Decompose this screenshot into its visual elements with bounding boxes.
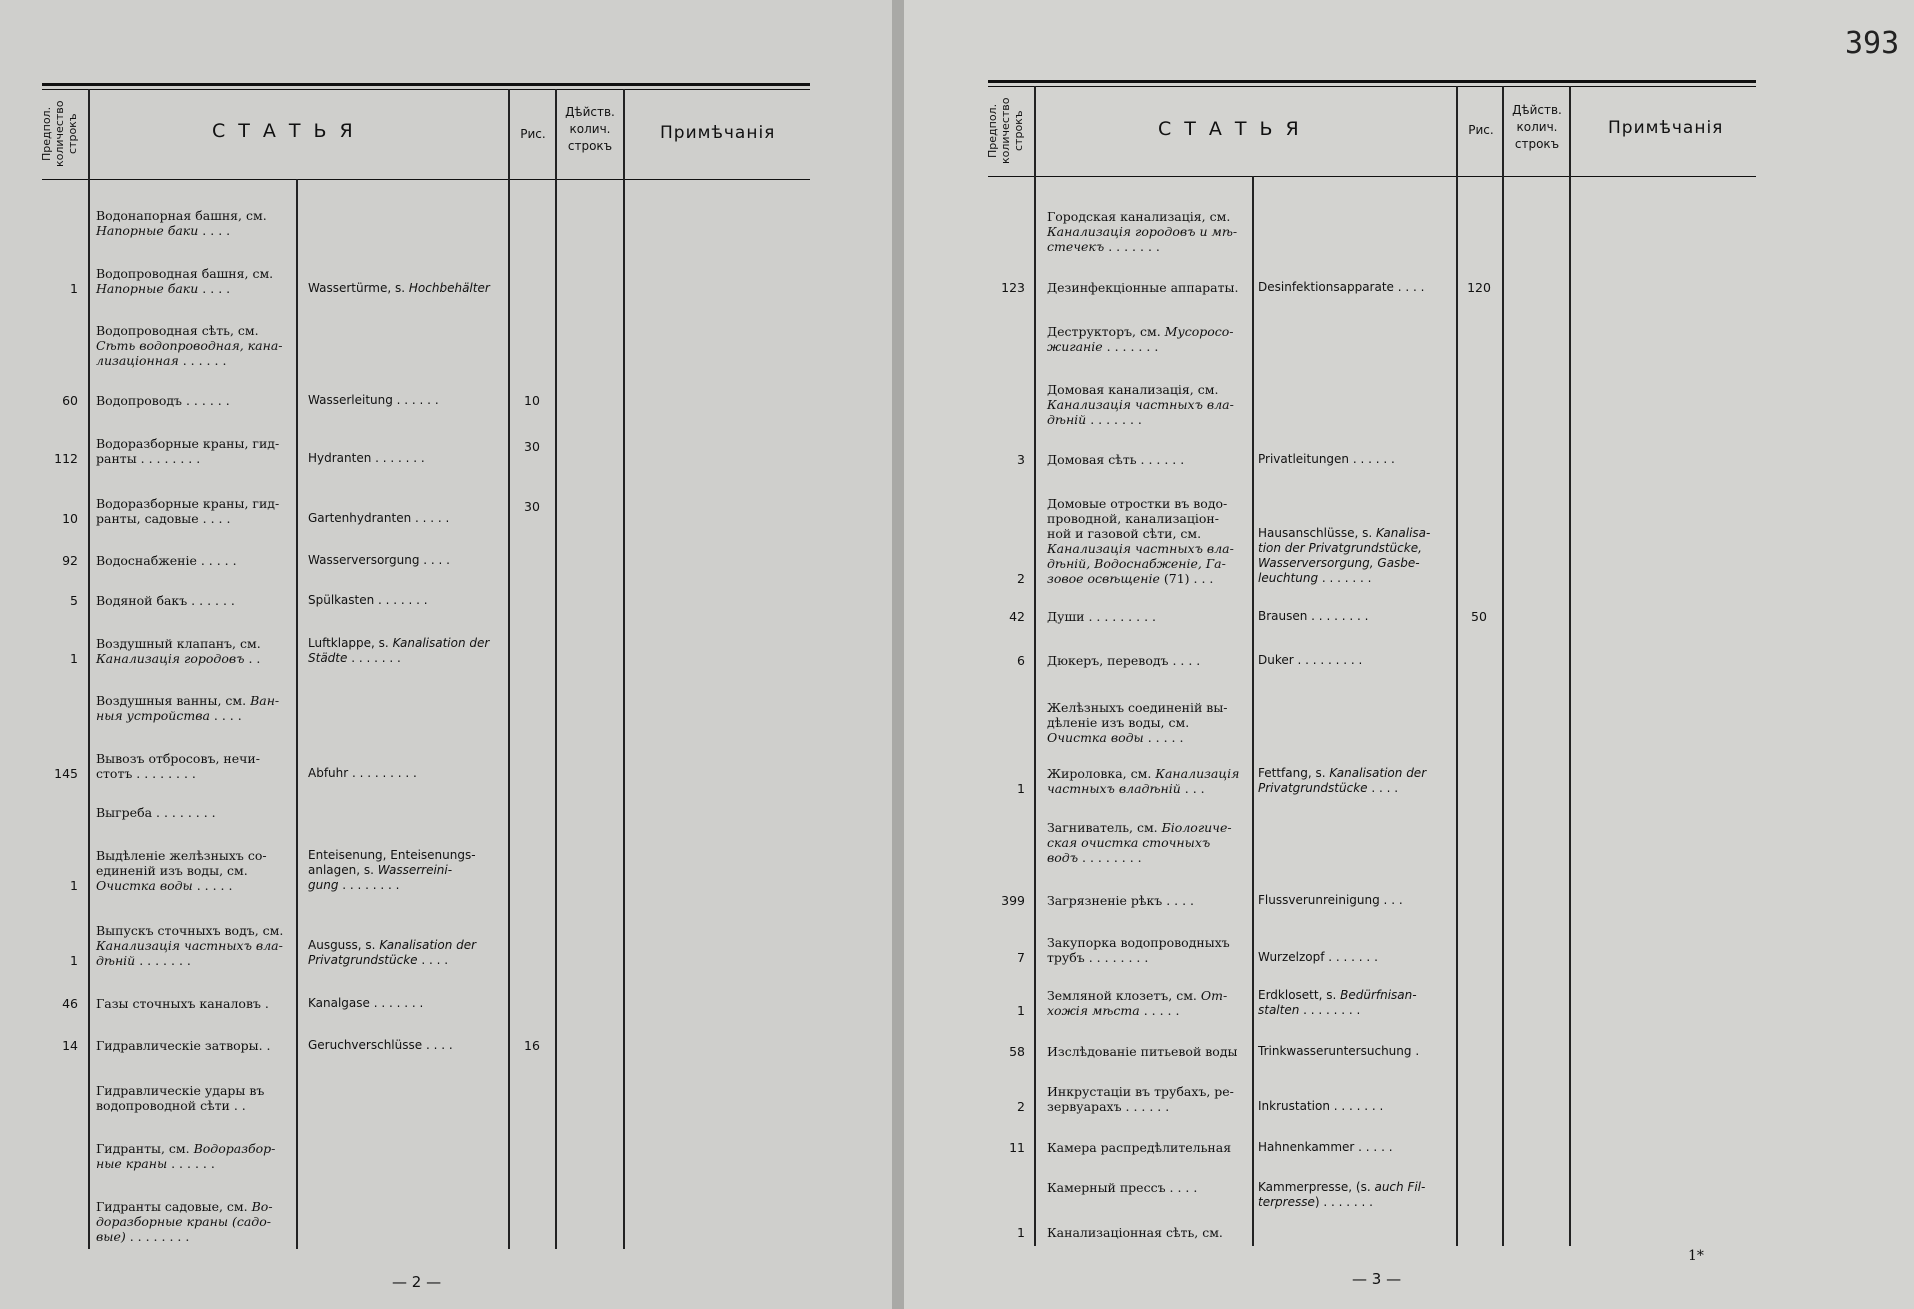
article-ru: Городская канализація, см. Канализація городовъ и мѣ- стечекъ . . . . . . . <box>1047 209 1238 254</box>
article-ru: Гидравлическіе затворы. . <box>96 1038 271 1053</box>
article-ru: Гидравлическіе удары въ водопроводной сѣти . . <box>96 1083 265 1113</box>
article-ru: Земляной клозетъ, см. От- хожія мѣста . . . . . <box>1047 988 1228 1018</box>
article-ru: Водопроводная башня, см. Напорные баки . . . . <box>96 266 274 296</box>
article-ru: Дезинфекціонные аппараты. <box>1047 280 1239 295</box>
article-ru: Водонапорная башня, см. Напорные баки . . . . <box>96 208 267 238</box>
lines-count: 1 <box>70 953 78 968</box>
article-ru: Водопроводная сѣть, см. Сѣть водопроводная, кана- лизаціонная . . . . . . <box>96 323 283 368</box>
article-de: Trinkwasseruntersuchung . <box>1258 1044 1420 1058</box>
article-ru: Воздушный клапанъ, см. Канализація городовъ . . <box>96 636 261 666</box>
lines-count: 14 <box>62 1038 78 1053</box>
article-ru: Камерный прессъ . . . . <box>1047 1180 1198 1195</box>
article-de: Geruchverschlüsse . . . . <box>308 1038 453 1052</box>
article-de: Hahnenkammer . . . . . <box>1258 1140 1393 1154</box>
header-figure: Рис. <box>520 127 546 141</box>
header-actual-lines: Дѣйств. колич. строкъ <box>565 105 615 153</box>
article-de: Gartenhydranten . . . . . <box>308 511 450 525</box>
article-de: Fettfang, s. Kanalisation der Privatgrundstücke . . . . <box>1258 766 1427 795</box>
article-de: Erdklosett, s. Bedürfnisan- stalten . . . . . . . . <box>1258 988 1417 1017</box>
figure-number: 50 <box>1471 609 1487 624</box>
article-ru: Водоразборные краны, гид- ранты, садовые . . . . <box>96 496 280 526</box>
article-ru: Водоснабженіе . . . . . <box>96 553 237 568</box>
article-de: Wasserversorgung . . . . <box>308 553 450 567</box>
book-gutter <box>892 0 904 1309</box>
article-de: Privatleitungen . . . . . . <box>1258 452 1395 466</box>
article-de: Kammerpresse, (s. auch Fil- terpresse) . . . . . . . <box>1258 1180 1426 1209</box>
article-de: Flussverunreinigung . . . <box>1258 893 1403 907</box>
article-de: Duker . . . . . . . . . <box>1258 653 1363 667</box>
article-ru: Загрязненіе рѣкъ . . . . <box>1047 893 1195 908</box>
lines-count: 3 <box>1017 452 1025 467</box>
page-number-left: — 2 — <box>392 1273 442 1291</box>
article-ru: Газы сточныхъ каналовъ . <box>96 996 269 1011</box>
article-de: Wurzelzopf . . . . . . . <box>1258 950 1378 964</box>
article-ru: Изслѣдованіе питьевой воды <box>1047 1044 1238 1059</box>
article-de: Brausen . . . . . . . . <box>1258 609 1369 623</box>
article-ru: Водопроводъ . . . . . . <box>96 393 230 408</box>
lines-count: 11 <box>1009 1140 1025 1155</box>
lines-count: 1 <box>70 651 78 666</box>
header-notes: Примѣчанія <box>660 123 776 143</box>
article-ru: Водоразборные краны, гид- ранты . . . . . . . . <box>96 436 280 466</box>
figure-number: 10 <box>524 393 540 408</box>
article-ru: Жироловка, см. Канализація частныхъ владѣній . . . <box>1047 766 1240 796</box>
lines-count: 1 <box>70 281 78 296</box>
figure-number: 30 <box>524 439 540 454</box>
header-lines-count-right: Предпол. количество строкъ <box>986 97 1025 165</box>
article-ru: Гидранты, см. Водоразбор- ные краны . . . . . . <box>96 1141 276 1171</box>
article-de: Desinfektionsapparate . . . . <box>1258 280 1425 294</box>
article-ru: Желѣзныхъ соединеній вы- дѣленіе изъ воды, см. Очистка воды . . . . . <box>1047 700 1228 745</box>
signature-mark: 1* <box>1688 1248 1704 1264</box>
lines-count: 10 <box>62 511 78 526</box>
lines-count: 2 <box>1017 1099 1025 1114</box>
lines-count: 42 <box>1009 609 1025 624</box>
article-de: Ausguss, s. Kanalisation der Privatgrundstücke . . . . <box>308 938 477 967</box>
lines-count: 1 <box>1017 1225 1025 1240</box>
article-de: Hydranten . . . . . . . <box>308 451 425 465</box>
article-ru: Выдѣленіе желѣзныхъ со- единеній изъ воды, см. Очистка воды . . . . . <box>96 848 267 893</box>
article-ru: Закупорка водопроводныхъ трубъ . . . . . . . . <box>1047 935 1230 965</box>
article-ru: Выпускъ сточныхъ водъ, см. Канализація частныхъ вла- дѣній . . . . . . . <box>96 923 284 968</box>
lines-count: 60 <box>62 393 78 408</box>
article-ru: Канализаціонная сѣть, см. <box>1047 1225 1223 1240</box>
lines-count: 92 <box>62 553 78 568</box>
lines-count: 5 <box>70 593 78 608</box>
page-number-right: — 3 — <box>1352 1270 1402 1288</box>
article-ru: Выгреба . . . . . . . . <box>96 805 216 820</box>
lines-count: 58 <box>1009 1044 1025 1059</box>
article-ru: Загниватель, см. Біологиче- ская очистка сточныхъ водъ . . . . . . . . <box>1047 820 1232 865</box>
figure-number: 16 <box>524 1038 540 1053</box>
header-article: СТАТЬЯ <box>212 120 366 142</box>
article-ru: Души . . . . . . . . . <box>1047 609 1156 624</box>
article-de: Abfuhr . . . . . . . . . <box>308 766 417 780</box>
article-ru: Домовая канализація, см. Канализація частныхъ вла- дѣній . . . . . . . <box>1047 382 1234 427</box>
lines-count: 1 <box>70 878 78 893</box>
article-ru: Вывозъ отбросовъ, нечи- стотъ . . . . . . . . <box>96 751 260 781</box>
article-de: Hausanschlüsse, s. Kanalisa- tion der Privatgrundstücke, Wasserversorgung, Gasbe- leuchtung . . . . . . . <box>1258 526 1431 585</box>
article-ru: Деструкторъ, см. Мусоросо- жиганіе . . . . . . . <box>1047 324 1234 354</box>
header-lines-count: Предпол. количество строкъ <box>40 100 79 168</box>
lines-count: 123 <box>1001 280 1025 295</box>
article-ru: Гидранты садовые, см. Во- доразборные краны (садо- вые) . . . . . . . . <box>96 1199 273 1244</box>
lines-count: 145 <box>54 766 78 781</box>
article-ru: Домовая сѣть . . . . . . <box>1047 452 1185 467</box>
lines-count: 1 <box>1017 781 1025 796</box>
header-notes-right: Примѣчанія <box>1608 118 1724 138</box>
lines-count: 6 <box>1017 653 1025 668</box>
lines-count: 112 <box>54 451 78 466</box>
header-article-right: СТАТЬЯ <box>1158 118 1312 140</box>
article-ru: Инкрустаціи въ трубахъ, ре- зервуарахъ . . . . . . <box>1047 1084 1234 1114</box>
article-ru: Камера распредѣлительная <box>1047 1140 1232 1155</box>
handwritten-page-number: 393 <box>1845 26 1900 61</box>
article-de: Spülkasten . . . . . . . <box>308 593 428 607</box>
lines-count: 46 <box>62 996 78 1011</box>
lines-count: 1 <box>1017 1003 1025 1018</box>
figure-number: 120 <box>1467 280 1491 295</box>
article-de: Inkrustation . . . . . . . <box>1258 1099 1384 1113</box>
article-de: Enteisenung, Enteisenungs- anlagen, s. Wasserreini- gung . . . . . . . . <box>308 848 476 892</box>
lines-count: 7 <box>1017 950 1025 965</box>
article-de: Luftklappe, s. Kanalisation der Städte . . . . . . . <box>308 636 490 665</box>
article-ru: Дюкеръ, переводъ . . . . <box>1047 653 1201 668</box>
figure-number: 30 <box>524 499 540 514</box>
article-de: Wasserleitung . . . . . . <box>308 393 439 407</box>
article-ru: Домовые отростки въ водо- проводной, канализаціон- ной и газовой сѣти, см. Канализація частныхъ вла- дѣній, Водоснабженіе, Га- зовое освѣщеніе (71) . . . <box>1047 496 1234 586</box>
header-actual-lines-right: Дѣйств. колич. строкъ <box>1512 103 1562 151</box>
lines-count: 2 <box>1017 571 1025 586</box>
article-ru: Водяной бакъ . . . . . . <box>96 593 235 608</box>
article-de: Kanalgase . . . . . . . <box>308 996 424 1010</box>
article-de: Wassertürme, s. Hochbehälter <box>308 281 490 295</box>
header-figure-right: Рис. <box>1468 123 1494 137</box>
lines-count: 399 <box>1001 893 1025 908</box>
article-ru: Воздушныя ванны, см. Ван- ныя устройства . . . . <box>96 693 280 723</box>
